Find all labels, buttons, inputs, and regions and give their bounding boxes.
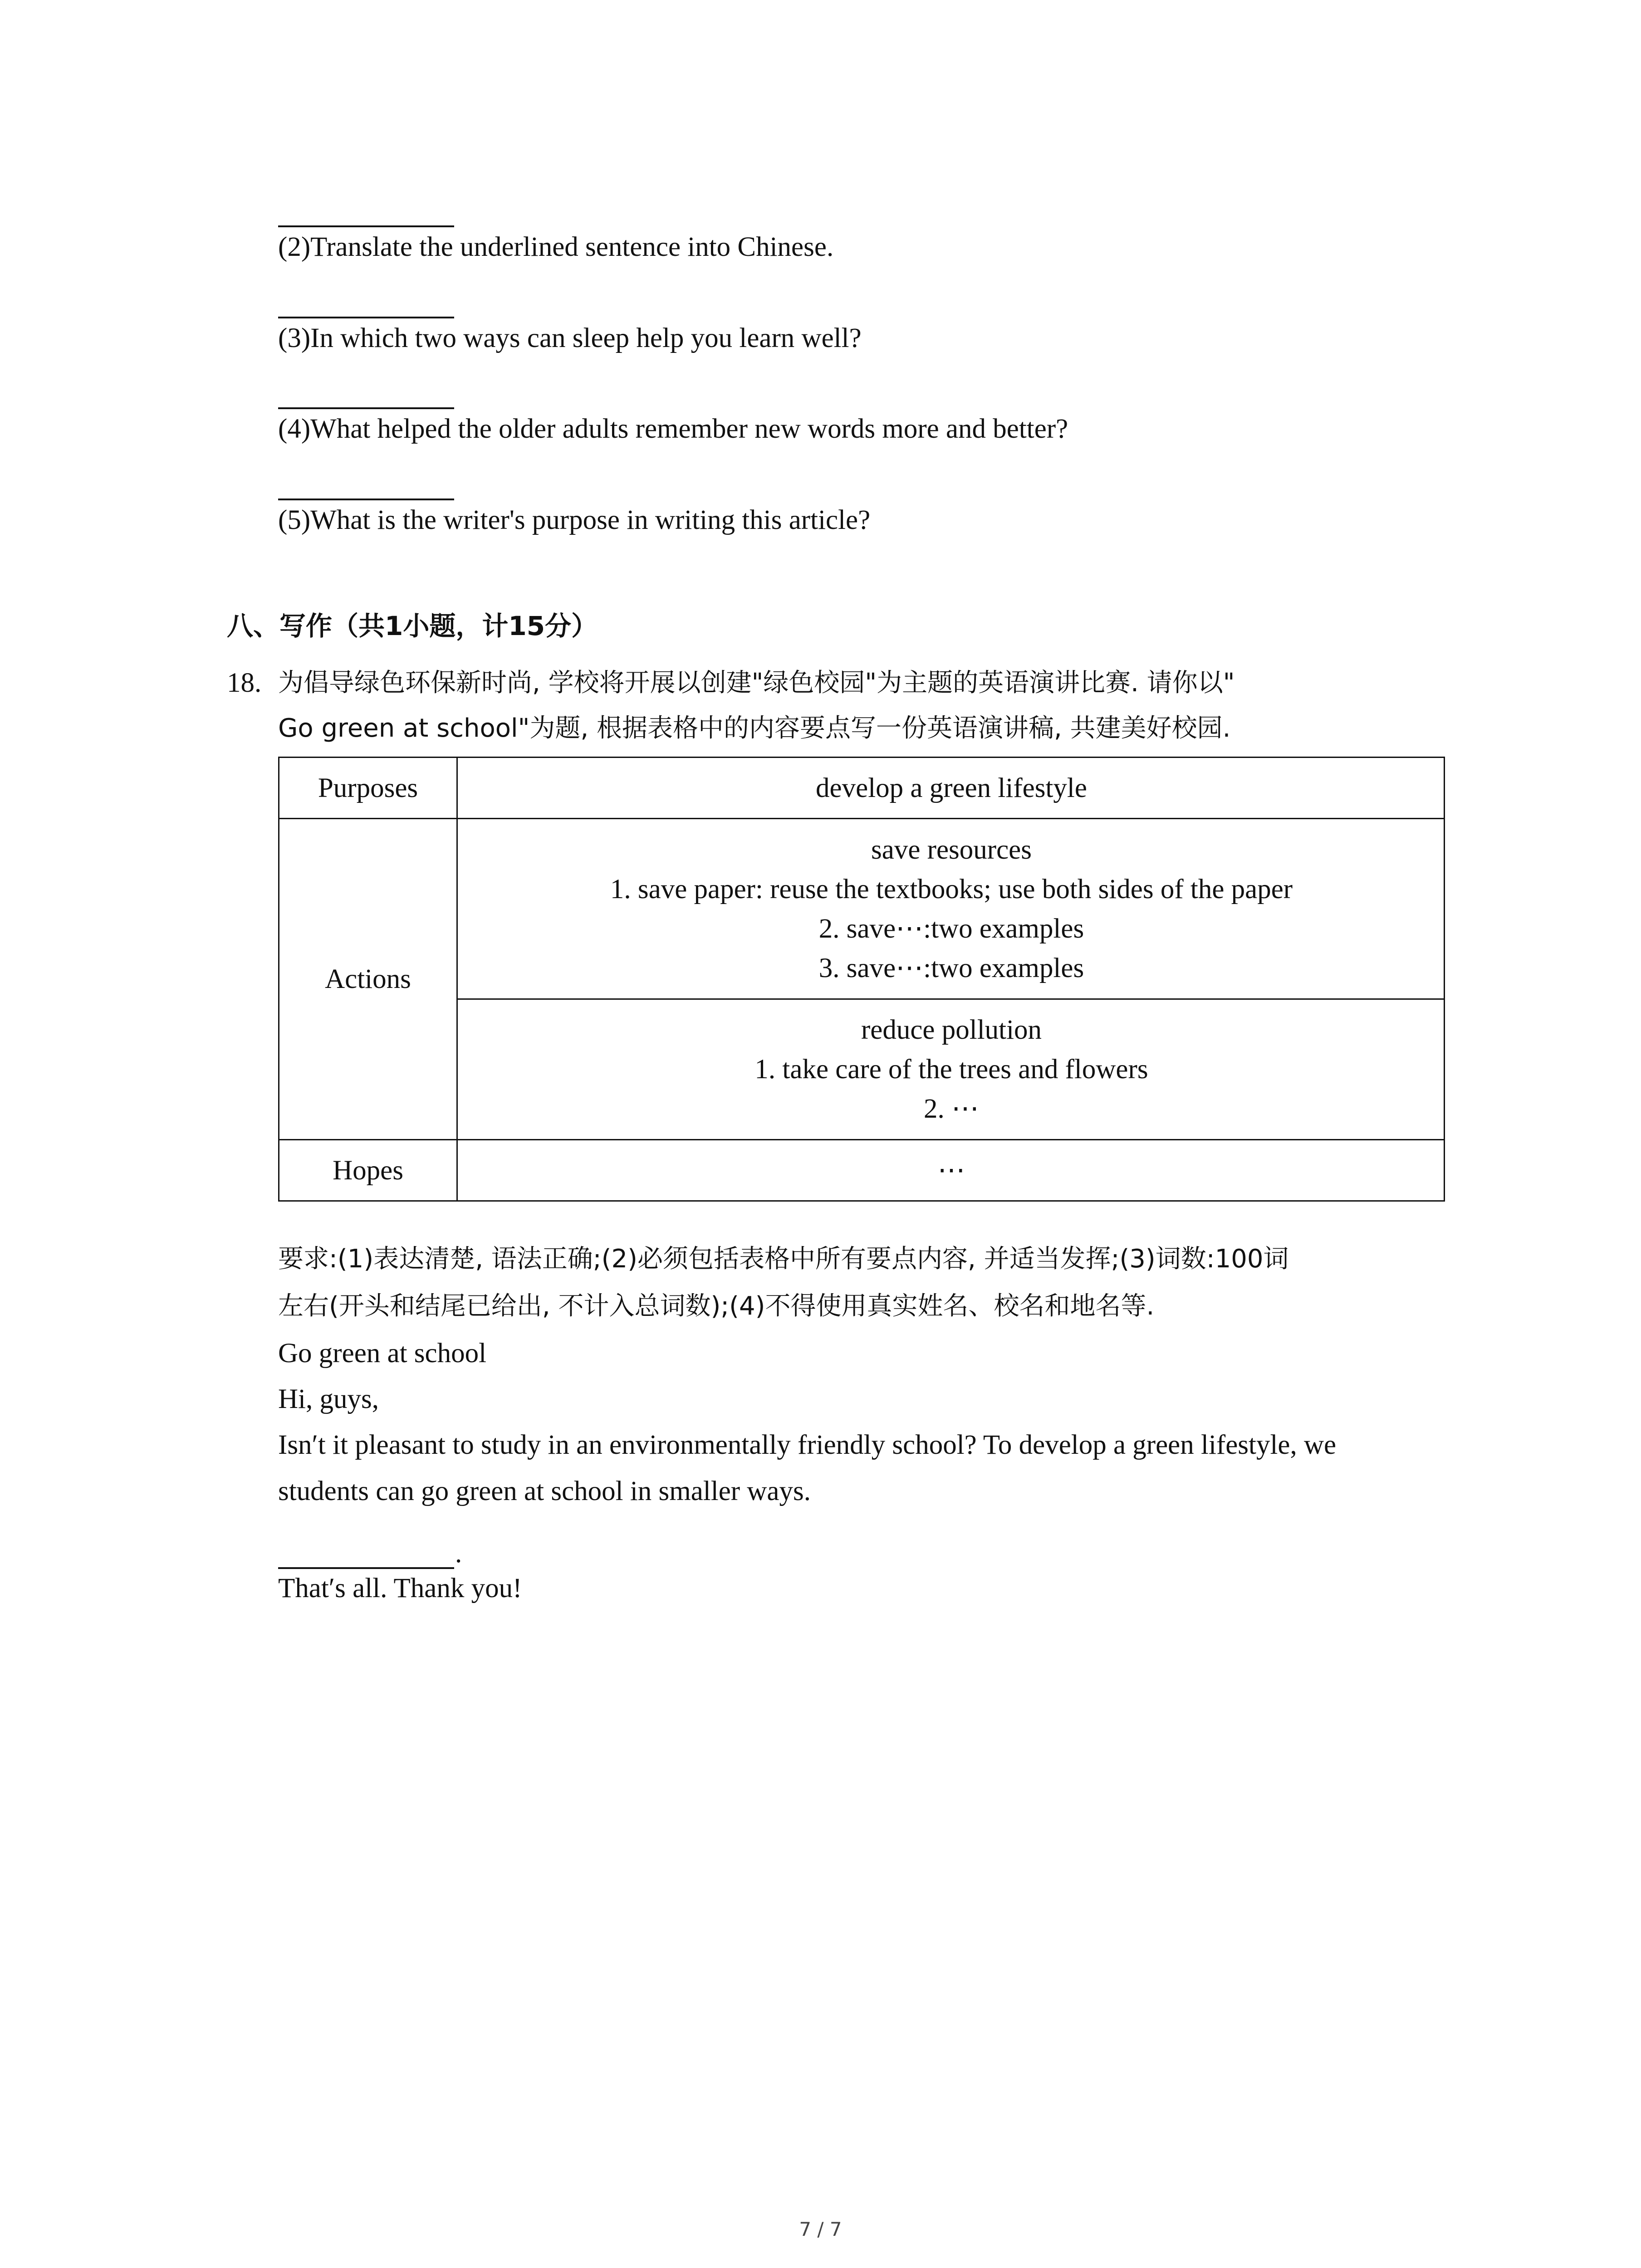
essay-opening-line2: students can go green at school in smaller ways. <box>278 1476 811 1506</box>
essay-title: Go green at school <box>278 1338 487 1369</box>
table-cell-hopes <box>458 1140 1445 1200</box>
action-heading: save resources <box>871 834 1032 865</box>
purposes-label: Purposes <box>318 772 418 803</box>
requirements-line2: 左右(开头和结尾已给出, 不计入总词数);(4)不得使用真实姓名、校名和地名等. <box>278 1291 1155 1321</box>
table-row-label-actions <box>278 819 458 1139</box>
action-item: 2. save⋯:two examples <box>818 913 1084 944</box>
action-heading: reduce pollution <box>861 1015 1042 1045</box>
purposes-value: develop a green lifestyle <box>816 772 1087 803</box>
answer-blank[interactable] <box>278 499 454 500</box>
hopes-value: ⋯ <box>937 1155 965 1186</box>
action-item: 1. save paper: reuse the textbooks; use both sides of the paper <box>610 874 1293 904</box>
question-prompt-line1: 为倡导绿色环保新时尚, 学校将开展以创建"绿色校园"为主题的英语演讲比赛. 请你以" <box>278 668 1235 698</box>
table-row-label-purposes <box>278 757 458 819</box>
essay-greeting: Hi, guys, <box>278 1384 379 1414</box>
sub-question-2: (2)Translate the underlined sentence into Chinese. <box>278 232 834 262</box>
answer-blank[interactable] <box>278 317 454 318</box>
essay-opening-line1: Isn′t it pleasant to study in an environmentally friendly school? To develop a green lifestyle, we <box>278 1430 1337 1460</box>
hopes-label: Hopes <box>333 1155 403 1186</box>
sub-question-4: (4)What helped the older adults remember new words more and better? <box>278 414 1068 444</box>
table-cell-purposes <box>458 757 1445 819</box>
sub-question-3: (3)In which two ways can sleep help you learn well? <box>278 323 862 353</box>
blank-period: . <box>455 1538 462 1569</box>
requirements-line1: 要求:(1)表达清楚, 语法正确;(2)必须包括表格中所有要点内容, 并适当发挥;(3)词数:100词 <box>278 1244 1289 1274</box>
outline-table <box>278 757 1445 1656</box>
essay-closing: That′s all. Thank you! <box>278 1573 522 1603</box>
table-cell-save-resources <box>458 819 1445 998</box>
answer-blank[interactable] <box>278 225 454 227</box>
question-number: 18. <box>227 668 262 698</box>
essay-answer-blank[interactable] <box>278 1567 454 1569</box>
action-item: 3. save⋯:two examples <box>818 953 1084 983</box>
sub-question-5: (5)What is the writer's purpose in writing this article? <box>278 505 871 535</box>
answer-blank[interactable] <box>278 407 454 409</box>
actions-label: Actions <box>325 964 411 994</box>
action-item: 1. take care of the trees and flowers <box>754 1054 1148 1085</box>
table-row-label-hopes <box>278 1140 458 1200</box>
question-prompt-line2: Go green at school"为题, 根据表格中的内容要点写一份英语演讲稿, 共建美好校园. <box>278 714 1231 743</box>
section-heading: 八、写作（共1小题，计15分） <box>227 611 598 641</box>
action-item: 2. ⋯ <box>924 1094 979 1124</box>
table-cell-reduce-pollution <box>458 1000 1445 1139</box>
page-number: 7 / 7 <box>799 2218 842 2240</box>
